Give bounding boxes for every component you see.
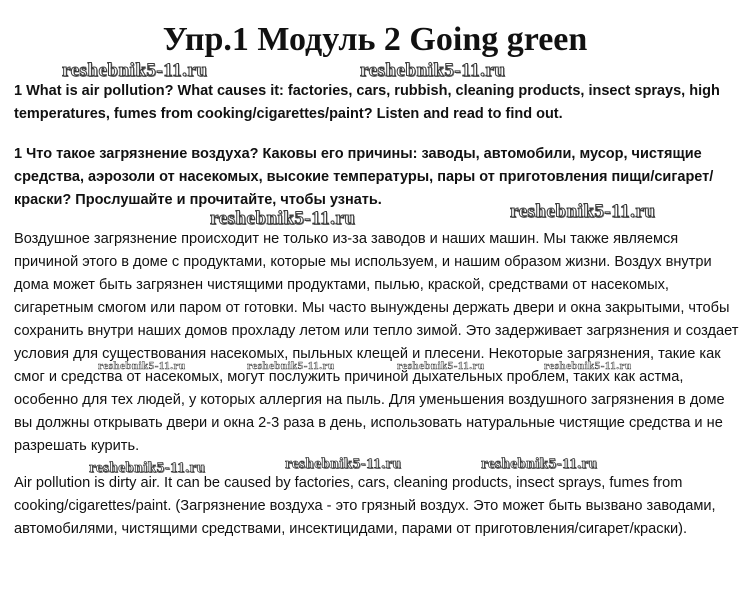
question-english: 1 What is air pollution? What causes it: factories, cars, rubbish, cleaning products, insect sprays, high temperatures, fumes from cooking/cigarettes/paint? Listen and read to find out. xyxy=(14,83,720,122)
question-russian: 1 Что такое загрязнение воздуха? Каковы его причины: заводы, автомобили, мусор, чистящие средства, аэрозоли от насекомых, высокие температуры, пары от приготовления пищи/сигарет/краски? Прослушайте и прочитайте, чтобы узнать. xyxy=(14,146,714,208)
watermark-5: reshebnik5-11.ru xyxy=(98,360,186,372)
watermark-4: reshebnik5-11.ru xyxy=(510,201,656,222)
watermark-7: reshebnik5-11.ru xyxy=(397,360,485,372)
watermark-11: reshebnik5-11.ru xyxy=(481,456,598,472)
watermark-2: reshebnik5-11.ru xyxy=(360,60,506,81)
watermark-1: reshebnik5-11.ru xyxy=(62,60,208,81)
watermark-9: reshebnik5-11.ru xyxy=(89,460,206,476)
watermark-6: reshebnik5-11.ru xyxy=(247,360,335,372)
watermark-8: reshebnik5-11.ru xyxy=(544,360,632,372)
answer-paragraph: Air pollution is dirty air. It can be caused by factories, cars, cleaning products, insect sprays, fumes from cooking/cigarettes/paint. (Загрязнение воздуха - это грязный воздух. Это может быть вызвано заводами, автомобилями, чистящими средствами, инсектицидами, парами от приготовления/сигарет/краски). xyxy=(14,475,716,537)
page-title: Упр.1 Модуль 2 Going green xyxy=(162,21,588,58)
watermark-3: reshebnik5-11.ru xyxy=(210,208,356,229)
watermark-10: reshebnik5-11.ru xyxy=(285,456,402,472)
paragraph-russian: Воздушное загрязнение происходит не только из-за заводов и наших машин. Мы также являемся причиной этого в доме с продуктами, которые мы используем, и нашим образом жизни. Воздух внутри дома может быть загрязнен чистящими продуктами, пылью, краской, средствами от насекомых, сигаретным смогом или паром от готовки. Мы часто вынуждены держать двери и окна закрытыми, чтобы сохранить внутри наших домов прохладу летом или тепло зимой. Это задерживает загрязнения и создает условия для существования насекомых, пыльных клещей и плесени. Некоторые загрязнения, такие как смог и средства от насекомых, могут послужить причиной дыхательных проблем, таких как астма, особенно для тех людей, у которых аллергия на пыль. Для уменьшения воздушного загрязнения в доме вы должны открывать двери и окна 2-3 раза в день, использовать натуральные чистящие средства и не разрешать курить. xyxy=(14,231,739,454)
